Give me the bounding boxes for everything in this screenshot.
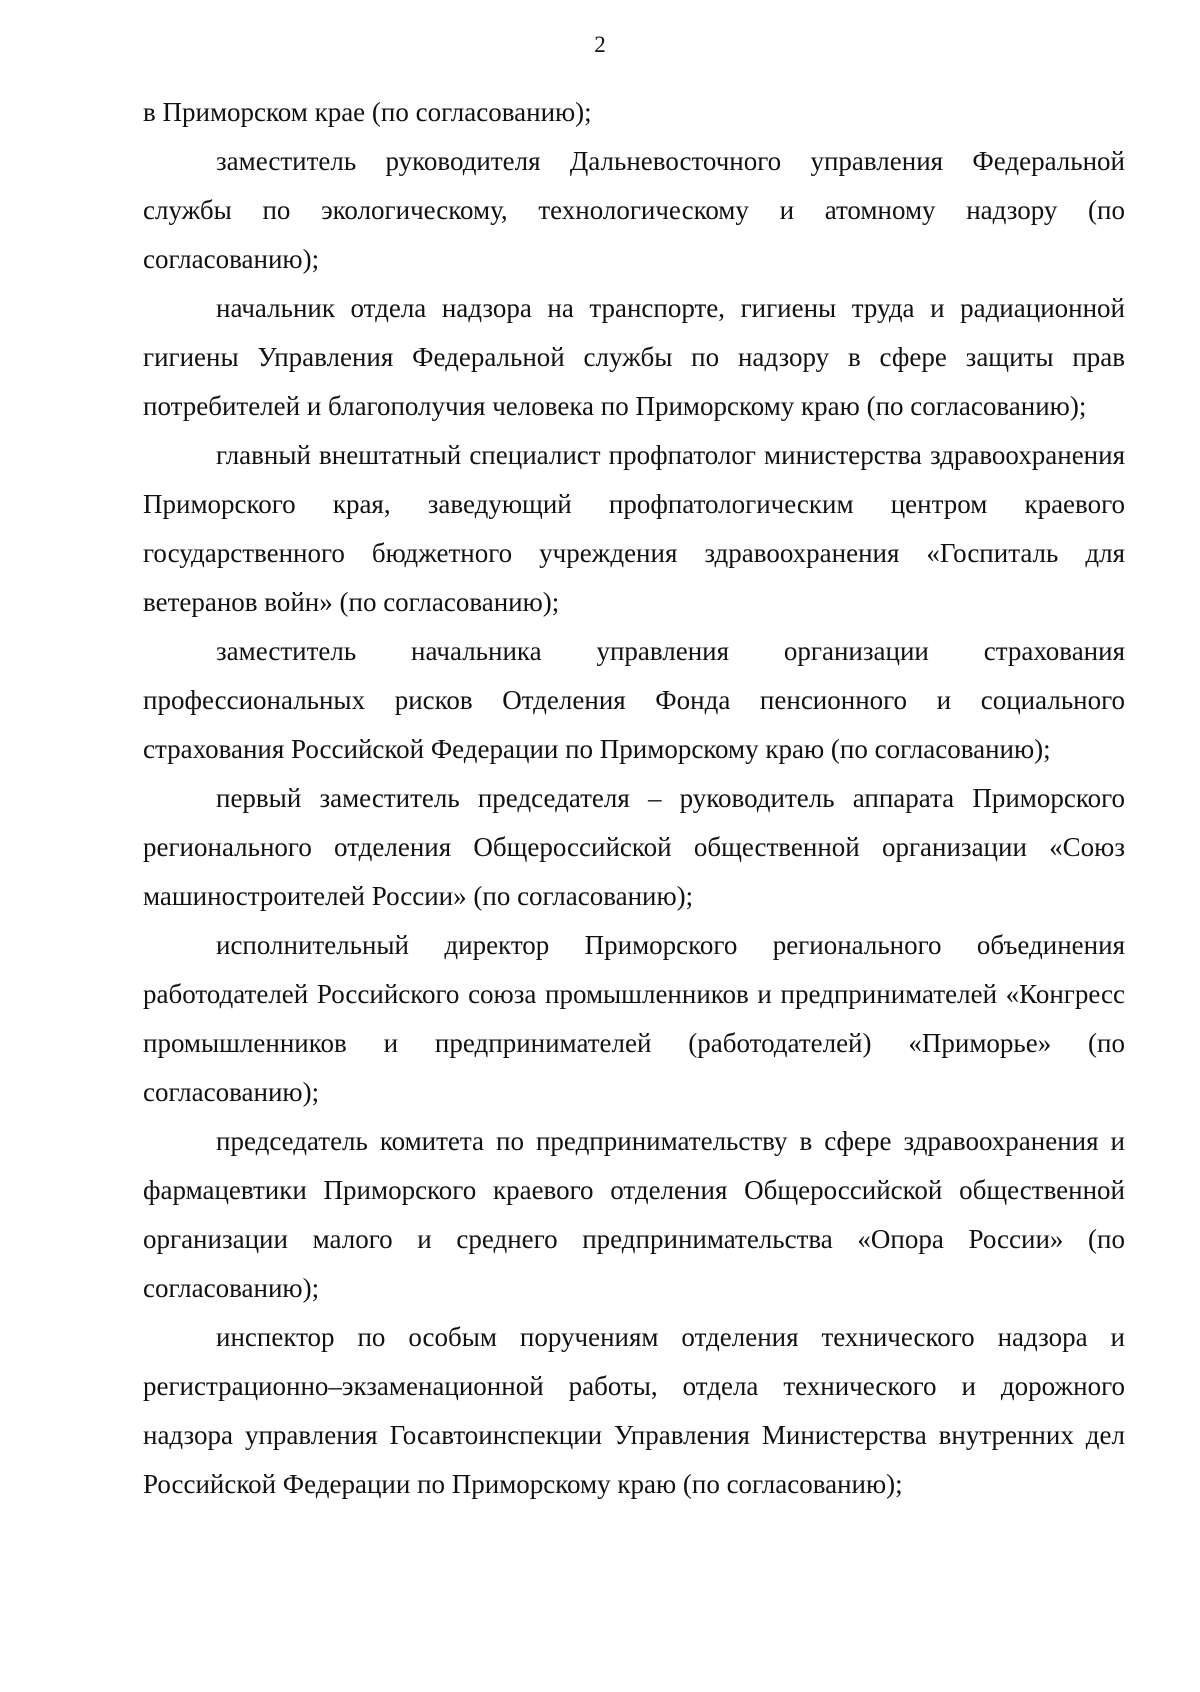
paragraph-member-8: инспектор по особым поручениям отделения технического надзора и регистрационно–экзаменационной работы, отдела технического и дорожного надзора управления Госавтоинспекции Управления Министерства внутренних дел Российской Федерации по Приморскому краю (по согласованию); — [143, 1322, 1125, 1499]
paragraph-member-3: главный внештатный специалист профпатолог министерства здравоохранения Приморского края, заведующий профпатологическим центром краевого государственного бюджетного учреждения здравоохранения «Госпиталь для ветеранов войн» (по согласованию); — [143, 440, 1125, 617]
paragraph-member-1: заместитель руководителя Дальневосточного управления Федеральной службы по экологическому, технологическому и атомному надзору (по согласованию); — [143, 146, 1125, 274]
paragraph-member-4: заместитель начальника управления организации страхования профессиональных рисков Отделения Фонда пенсионного и социального страхования Российской Федерации по Приморскому краю (по согласованию); — [143, 636, 1125, 764]
paragraph-member-5: первый заместитель председателя – руководитель аппарата Приморского регионального отделения Общероссийской общественной организации «Союз машиностроителей России» (по согласованию); — [143, 783, 1125, 911]
paragraph-member-6: исполнительный директор Приморского регионального объединения работодателей Российского союза промышленников и предпринимателей «Конгресс промышленников и предпринимателей (работодателей) «Приморье» (по согласованию); — [143, 930, 1125, 1107]
paragraph-continuation: в Приморском крае (по согласованию); — [143, 97, 592, 127]
paragraph-member-2: начальник отдела надзора на транспорте, гигиены труда и радиационной гигиены Управления Федеральной службы по надзору в сфере защиты прав потребителей и благополучия человека по Приморскому краю (по согласованию); — [143, 293, 1125, 421]
document-body — [143, 88, 1125, 1509]
page-number: 2 — [594, 32, 606, 57]
paragraph-member-7: председатель комитета по предпринимательству в сфере здравоохранения и фармацевтики Приморского краевого отделения Общероссийской общественной организации малого и среднего предпринимательства «Опора России» (по согласованию); — [143, 1126, 1125, 1303]
